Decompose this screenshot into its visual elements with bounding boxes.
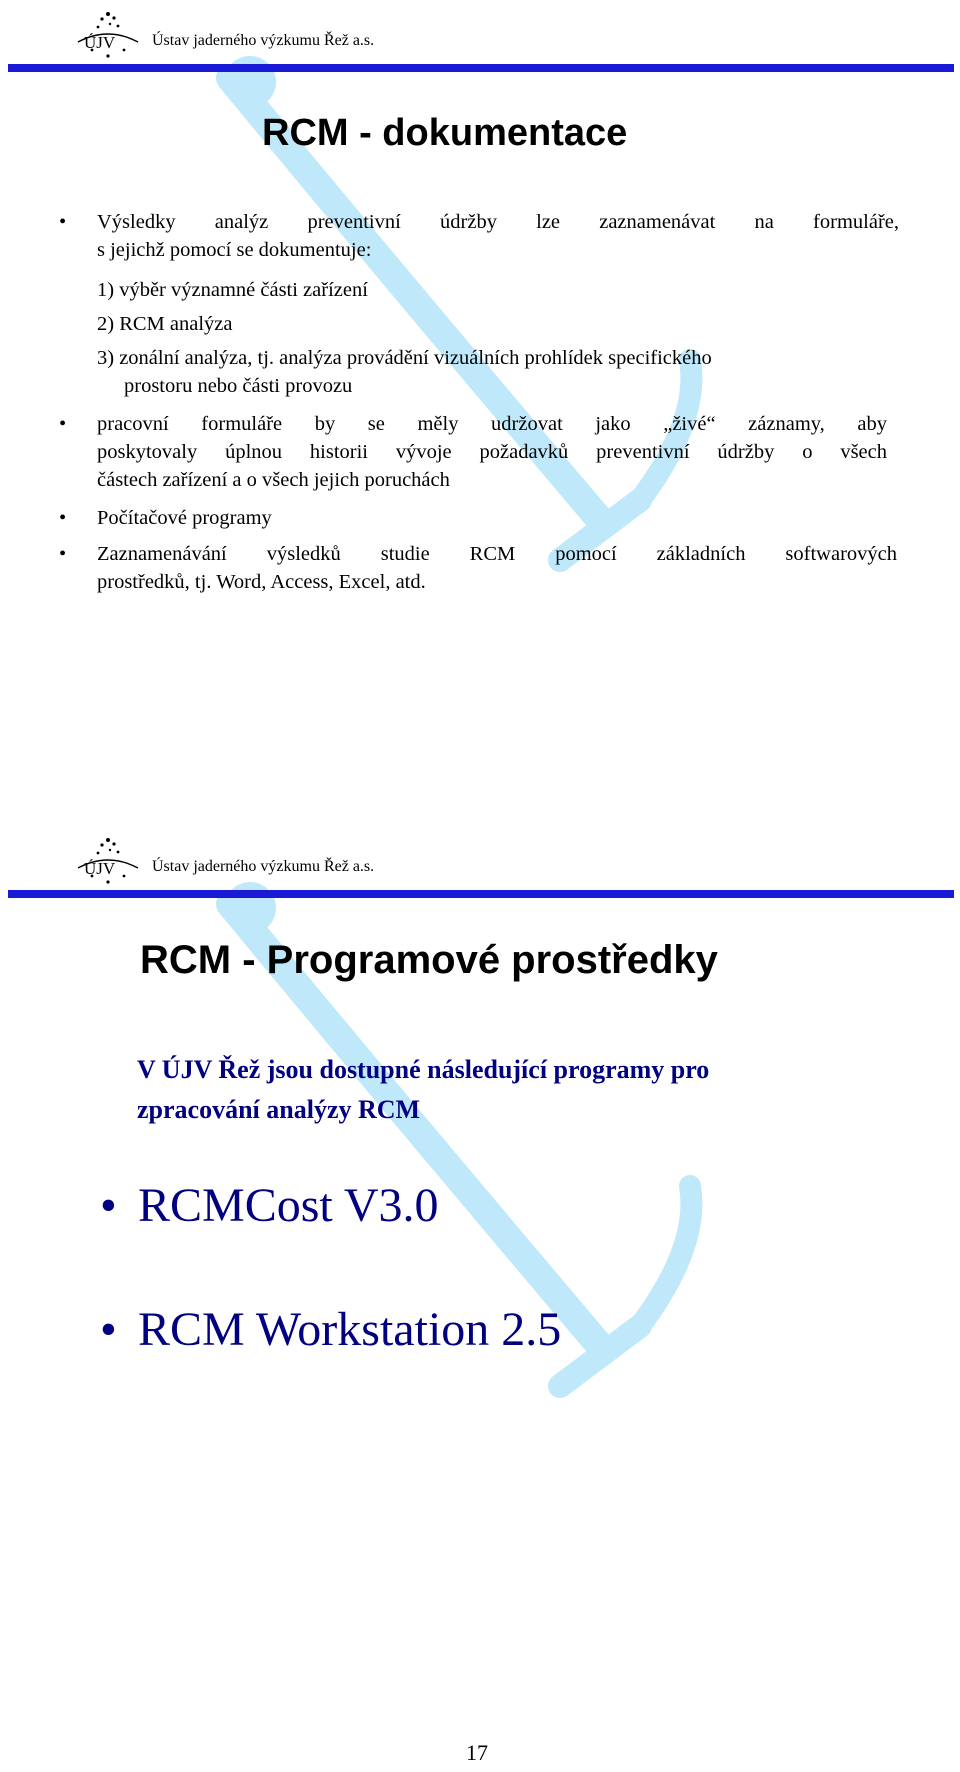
org-name: Ústav jaderného výzkumu Řež a.s.	[152, 858, 375, 875]
bullet-line: s jejichž pomocí se dokumentuje:	[97, 239, 372, 261]
bullet-item	[59, 504, 887, 532]
program-item	[100, 1178, 439, 1233]
bullet-line: Zaznamenávání výsledků studie RCM pomocí základních softwarových	[97, 543, 897, 565]
numbered-item: 1) výběr významné části zařízení	[97, 279, 368, 301]
bullet-icon: •	[59, 543, 67, 565]
bullet-item	[59, 208, 899, 264]
bullet-item	[59, 410, 887, 494]
intro-text: V ÚJV Řež jsou dostupné následující programy pro zpracování analýzy RCM	[137, 1055, 710, 1124]
org-name: Ústav jaderného výzkumu Řež a.s.	[152, 32, 375, 49]
ujv-logo-icon	[72, 832, 142, 888]
header	[72, 832, 952, 892]
bullet-icon: •	[59, 211, 67, 233]
bullet-icon: •	[100, 1179, 117, 1232]
bullet-icon: •	[100, 1303, 117, 1356]
numbered-item-continuation: prostoru nebo části provozu	[124, 375, 353, 397]
bullet-line: pracovní formuláře by se měly udržovat jako „živé“ záznamy, aby	[97, 413, 887, 435]
slide-rcm-programove-prostredky	[0, 826, 960, 1476]
svg-text:ÚJV: ÚJV	[84, 859, 116, 878]
program-name: RCM Workstation 2.5	[138, 1303, 562, 1356]
svg-text:ÚJV: ÚJV	[84, 33, 116, 52]
slide-rcm-dokumentace	[0, 0, 960, 690]
page-title: RCM - Programové prostředky	[140, 938, 718, 982]
header-rule	[8, 890, 954, 898]
header-rule	[8, 64, 954, 72]
numbered-item: 3) zonální analýza, tj. analýza provádění vizuálních prohlídek specifického	[97, 347, 712, 369]
numbered-item: 2) RCM analýza	[97, 313, 233, 335]
bullet-line: Počítačové programy	[97, 507, 272, 529]
header	[72, 6, 952, 66]
page-number: 17	[466, 1740, 488, 1765]
bullet-icon: •	[59, 507, 67, 529]
bullet-line: prostředků, tj. Word, Access, Excel, atd.	[97, 571, 426, 593]
bullet-line: poskytovaly úplnou historii vývoje požadavků preventivní údržby o všech	[97, 441, 887, 463]
bullet-line: Výsledky analýz preventivní údržby lze zaznamenávat na formuláře,	[97, 211, 899, 233]
program-item	[100, 1302, 561, 1357]
bullet-item	[59, 540, 897, 596]
ujv-watermark-graphic	[0, 826, 960, 1476]
ujv-logo-icon	[72, 6, 142, 62]
program-name: RCMCost V3.0	[138, 1179, 439, 1232]
page-title: RCM - dokumentace	[262, 112, 628, 154]
bullet-line: částech zařízení a o všech jejich poruchách	[97, 469, 450, 491]
bullet-icon: •	[59, 413, 67, 435]
